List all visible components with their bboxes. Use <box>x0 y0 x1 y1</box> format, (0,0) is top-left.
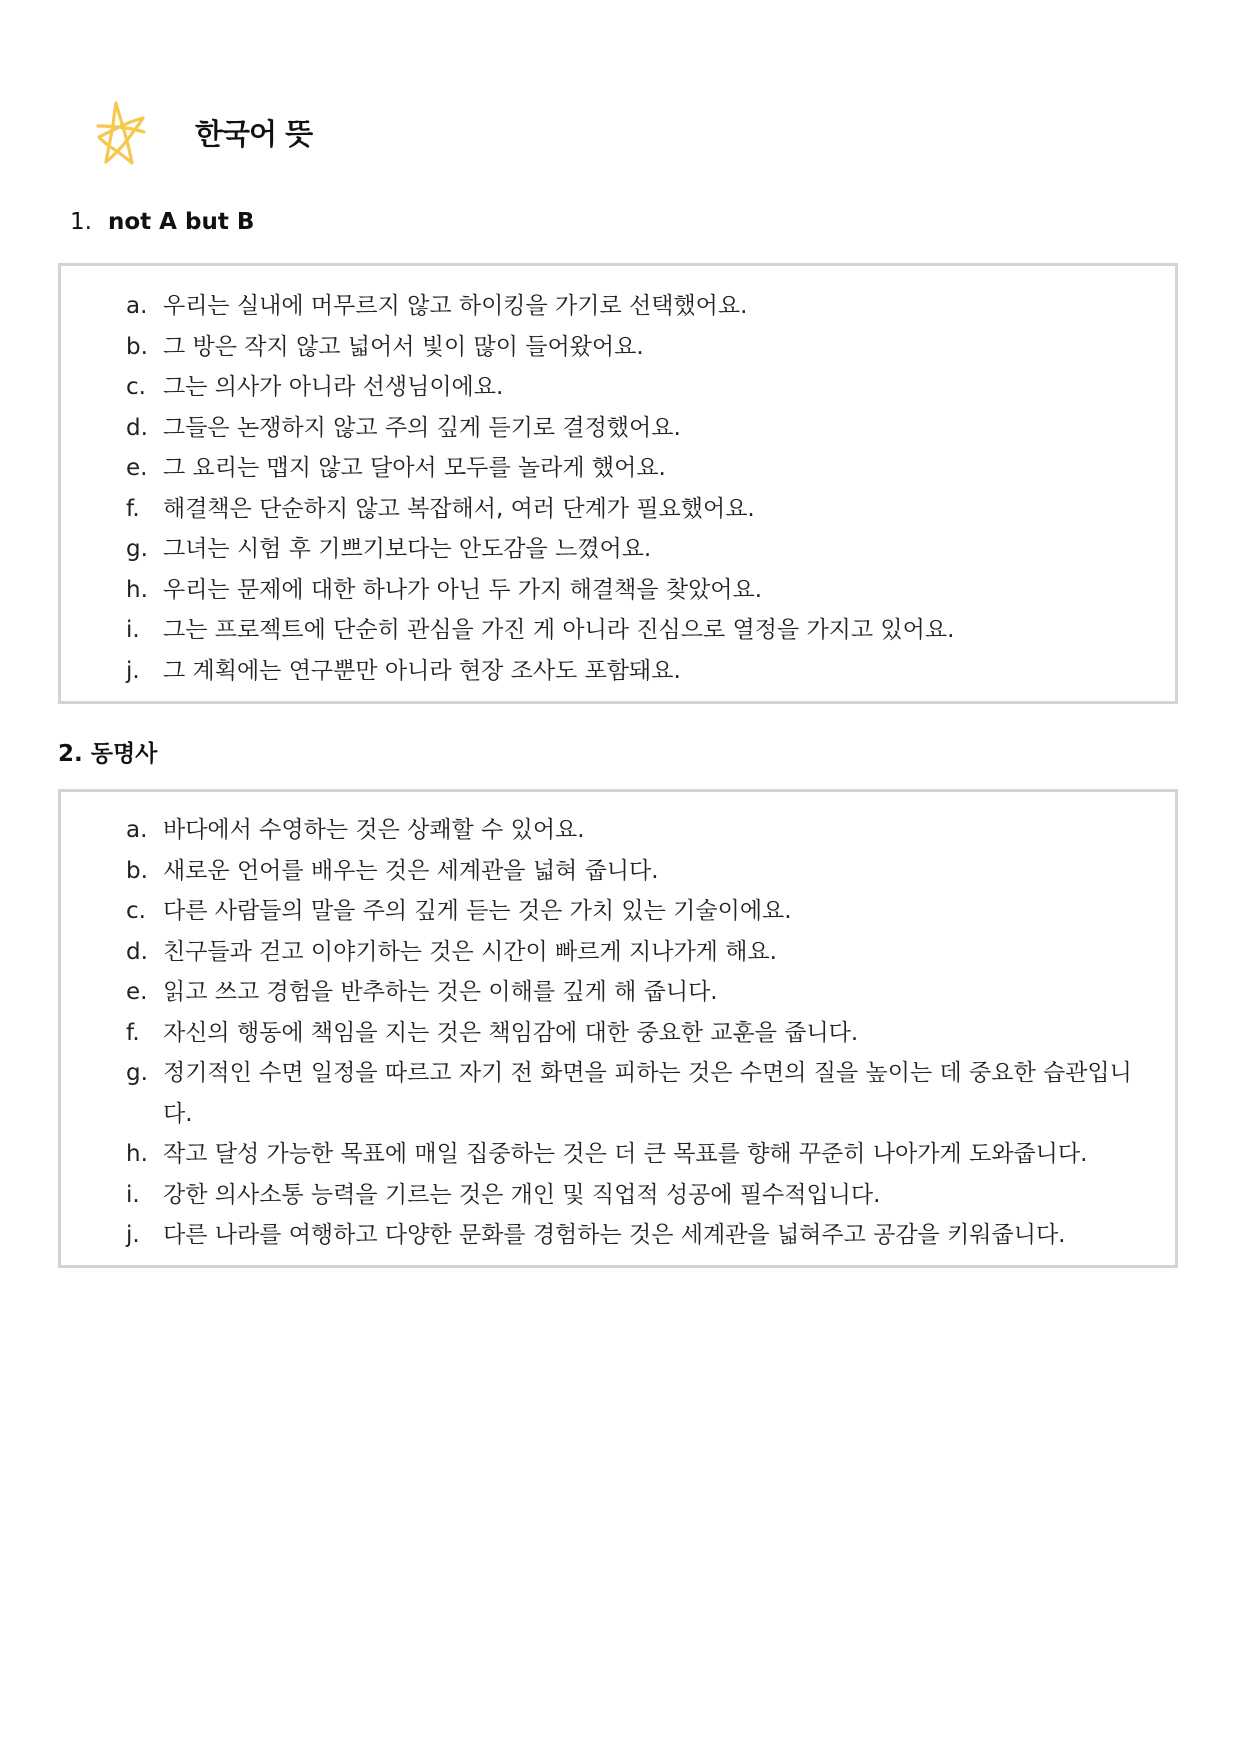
list-item <box>126 1053 1156 1134</box>
item-text: 그 방은 작지 않고 넓어서 빛이 많이 들어왔어요. <box>163 333 644 360</box>
list-item <box>126 1215 1156 1256</box>
item-marker: c. <box>126 374 146 400</box>
item-marker: b. <box>126 857 148 884</box>
item-marker: d. <box>126 938 148 965</box>
item-marker: h. <box>126 1141 148 1167</box>
section-2-heading: 2. 동명사 <box>58 741 158 767</box>
section-1-number: 1. <box>70 209 92 235</box>
item-marker: d. <box>126 414 148 441</box>
item-marker: a. <box>126 293 148 319</box>
page-title: 한국어 뜻 <box>195 117 313 151</box>
section-2-box <box>58 789 1178 1268</box>
item-text: 우리는 실내에 머무르지 않고 하이킹을 가기로 선택했어요. <box>163 293 748 319</box>
item-marker: j. <box>126 1222 140 1248</box>
list-item <box>126 891 1156 932</box>
section-1-title: not A but B <box>108 209 255 235</box>
list-item <box>126 932 1156 973</box>
list-item <box>126 610 1156 651</box>
section-2-list <box>126 810 1156 1256</box>
item-marker: i. <box>126 617 140 643</box>
item-text: 그들은 논쟁하지 않고 주의 깊게 듣기로 결정했어요. <box>163 414 681 441</box>
list-item <box>126 327 1156 368</box>
item-text: 작고 달성 가능한 목표에 매일 집중하는 것은 더 큰 목표를 향해 꾸준히 나아가게 도와줍니다. <box>163 1141 1088 1167</box>
item-marker: e. <box>126 979 148 1005</box>
section-1-box <box>58 263 1178 704</box>
item-text: 다른 나라를 여행하고 다양한 문화를 경험하는 것은 세계관을 넓혀주고 공감을 키워줍니다. <box>163 1222 1066 1248</box>
section-1-list <box>126 286 1156 691</box>
list-item <box>126 570 1156 611</box>
list-item <box>126 367 1156 408</box>
item-marker: f. <box>126 495 140 522</box>
star-icon <box>95 100 147 166</box>
item-marker: f. <box>126 1019 140 1046</box>
item-text: 그 요리는 맵지 않고 달아서 모두를 놀라게 했어요. <box>163 455 666 481</box>
item-marker: a. <box>126 817 148 843</box>
item-marker: h. <box>126 576 148 603</box>
list-item <box>126 529 1156 570</box>
item-text: 해결책은 단순하지 않고 복잡해서, 여러 단계가 필요했어요. <box>163 495 755 522</box>
list-item <box>126 408 1156 449</box>
list-item <box>126 651 1156 692</box>
list-item <box>126 1013 1156 1054</box>
item-marker: j. <box>126 657 140 684</box>
item-text: 읽고 쓰고 경험을 반추하는 것은 이해를 깊게 해 줍니다. <box>163 979 718 1005</box>
item-text: 그는 의사가 아니라 선생님이에요. <box>163 374 504 400</box>
list-item <box>126 851 1156 892</box>
item-text: 우리는 문제에 대한 하나가 아닌 두 가지 해결책을 찾았어요. <box>163 576 763 603</box>
list-item <box>126 489 1156 530</box>
list-item <box>126 286 1156 327</box>
item-text: 그는 프로젝트에 단순히 관심을 가진 게 아니라 진심으로 열정을 가지고 있어요. <box>163 617 955 643</box>
item-marker: e. <box>126 455 148 481</box>
list-item <box>126 448 1156 489</box>
item-text: 친구들과 걷고 이야기하는 것은 시간이 빠르게 지나가게 해요. <box>163 938 777 965</box>
section-1-heading <box>70 209 254 235</box>
item-marker: i. <box>126 1181 140 1208</box>
item-text: 자신의 행동에 책임을 지는 것은 책임감에 대한 중요한 교훈을 줍니다. <box>163 1019 859 1046</box>
item-marker: g. <box>126 536 148 562</box>
item-text: 그녀는 시험 후 기쁘기보다는 안도감을 느꼈어요. <box>163 536 652 562</box>
list-item <box>126 972 1156 1013</box>
item-marker: g. <box>126 1060 148 1086</box>
item-text: 정기적인 수면 일정을 따르고 자기 전 화면을 피하는 것은 수면의 질을 높이는 데 중요한 습관입니다. <box>163 1060 1132 1127</box>
item-text: 다른 사람들의 말을 주의 깊게 듣는 것은 가치 있는 기술이에요. <box>163 898 792 924</box>
item-text: 그 계획에는 연구뿐만 아니라 현장 조사도 포함돼요. <box>163 657 681 684</box>
item-marker: c. <box>126 898 146 924</box>
list-item <box>126 810 1156 851</box>
page-header <box>95 100 695 170</box>
item-text: 바다에서 수영하는 것은 상쾌할 수 있어요. <box>163 817 585 843</box>
list-item <box>126 1175 1156 1216</box>
item-text: 새로운 언어를 배우는 것은 세계관을 넓혀 줍니다. <box>163 857 659 884</box>
list-item <box>126 1134 1156 1175</box>
item-text: 강한 의사소통 능력을 기르는 것은 개인 및 직업적 성공에 필수적입니다. <box>163 1181 881 1208</box>
item-marker: b. <box>126 333 148 360</box>
